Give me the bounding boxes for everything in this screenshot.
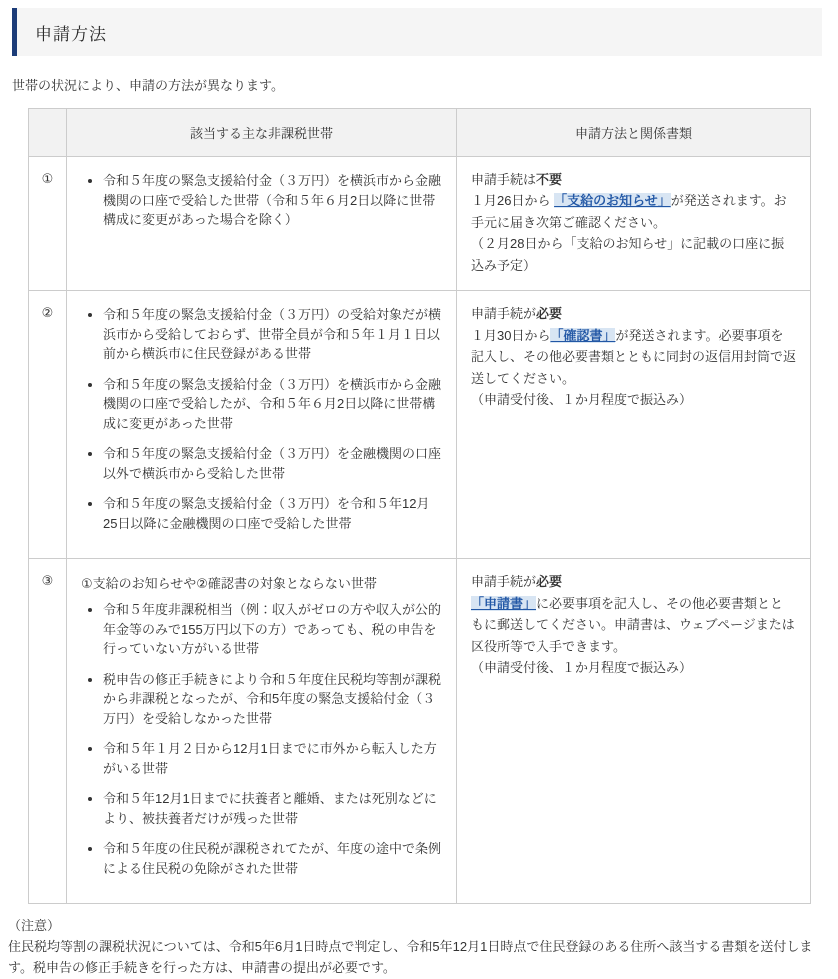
row1-method-cell xyxy=(457,157,811,291)
row2-status-line xyxy=(471,303,796,324)
row2-status-emphasis: 必要 xyxy=(536,306,563,322)
list-item: • 令和５年度の緊急支援給付金（３万円）の受給対象だが横浜市から受給しておらず、世帯全員が令和５年１月１日以前から横浜市に住民登録がある世帯 xyxy=(103,305,442,364)
row3-status-line xyxy=(471,571,796,592)
row2-method-cell xyxy=(457,291,811,559)
page-title: 申請方法 xyxy=(35,24,107,44)
row1-body-pre: １月26日から xyxy=(471,193,555,209)
row1-status-line xyxy=(471,169,796,190)
row1-number: ① xyxy=(29,157,67,291)
row2-number: ② xyxy=(29,291,67,559)
row1-body-post: が発送されます。お手元に届き次第ご確認ください。 xyxy=(471,193,787,230)
row2-status-prefix: 申請手続が xyxy=(471,306,537,322)
list-item: • 令和５年度の緊急支援給付金（３万円）を金融機関の口座以外で横浜市から受給した世帯 xyxy=(103,444,442,483)
confirmation-form-link[interactable]: 「確認書」 xyxy=(550,327,616,343)
table-header-row xyxy=(29,109,811,157)
row2-method-note: （申請受付後、１か月程度で振込み） xyxy=(471,391,693,407)
list-item: • 税申告の修正手続きにより令和５年度住民税均等割が課税から非課税となったが、令和5年度の緊急支援給付金（３万円）を受給しなかった世帯 xyxy=(103,670,442,729)
row3-method-cell xyxy=(457,559,811,904)
row1-households-list xyxy=(73,171,442,230)
header-method-column: 申請方法と関係書類 xyxy=(457,109,811,157)
row1-method-note: （２月28日から「支給のお知らせ」に記載の口座に振込み予定） xyxy=(471,236,785,273)
row3-status-prefix: 申請手続が xyxy=(471,574,537,590)
row2-households-cell xyxy=(67,291,457,559)
row1-households-cell xyxy=(67,157,457,291)
footnote xyxy=(8,916,830,978)
footnote-label: （注意） xyxy=(8,918,61,934)
list-item: • 令和５年12月1日までに扶養者と離婚、または死別などにより、被扶養者だけが残った世帯 xyxy=(103,789,442,828)
table-row-1 xyxy=(29,157,811,291)
list-item: • 令和５年度非課税相当（例：収入がゼロの方や収入が公的年金等のみで155万円以下の方）であっても、税の申告を行っていない方がいる世帯 xyxy=(103,600,442,659)
row1-status-prefix: 申請手続は xyxy=(471,172,537,187)
row1-body-line xyxy=(471,190,796,233)
application-method-table xyxy=(28,108,811,904)
list-item: • 令和５年１月２日から12月1日までに市外から転入した方がいる世帯 xyxy=(103,739,442,778)
footnote-text: 住民税均等割の課税状況については、令和5年6月1日時点で判定し、令和5年12月1日時点で住民登録のある住所へ該当する書類を送付します。税申告の修正手続きを行った方は、申請書の提出が必要です。 xyxy=(8,939,813,975)
application-form-link[interactable]: 「申請書」 xyxy=(471,595,537,611)
row3-method-note: （申請受付後、１か月程度で振込み） xyxy=(471,659,693,675)
row2-body-post: が発送されます。必要事項を記入し、その他必要書類とともに同封の返信用封筒で返送してください。 xyxy=(471,327,797,386)
row3-status-emphasis: 必要 xyxy=(536,574,563,590)
row2-body-line xyxy=(471,325,796,389)
header-households-column: 該当する主な非課税世帯 xyxy=(67,109,457,157)
row3-households-cell xyxy=(67,559,457,904)
table-row-2 xyxy=(29,291,811,559)
row3-body-post: に必要事項を記入し、その他必要書類とともに郵送してください。申請書は、ウェブページまたは区役所等で入手できます。 xyxy=(471,595,795,654)
row3-households-list xyxy=(73,600,442,878)
payment-notice-link[interactable]: 「支給のお知らせ」 xyxy=(554,193,671,209)
row3-number: ③ xyxy=(29,559,67,904)
row3-households-intro: ①支給のお知らせや②確認書の対象とならない世帯 xyxy=(81,576,377,592)
row2-body-pre: １月30日から xyxy=(471,327,551,343)
row3-body-line xyxy=(471,593,796,657)
section-heading xyxy=(12,8,822,56)
list-item: • 令和５年度の緊急支援給付金（３万円）を横浜市から金融機関の口座で受給したが、令和５年６月2日以降に世帯構成に変更があった世帯 xyxy=(103,375,442,434)
row2-households-list xyxy=(73,305,442,533)
intro-text: 世帯の状況により、申請の方法が異なります。 xyxy=(12,78,284,93)
table-row-3 xyxy=(29,559,811,904)
header-number-column xyxy=(29,109,67,157)
list-item: • 令和５年度の緊急支援給付金（３万円）を横浜市から金融機関の口座で受給した世帯（令和５年６月2日以降に世帯構成に変更があった場合を除く） xyxy=(103,171,442,230)
list-item: • 令和５年度の緊急支援給付金（３万円）を令和５年12月25日以降に金融機関の口座で受給した世帯 xyxy=(103,494,442,533)
list-item: • 令和５年度の住民税が課税されてたが、年度の途中で条例による住民税の免除がされた世帯 xyxy=(103,839,442,878)
row1-status-emphasis: 不要 xyxy=(536,172,563,187)
